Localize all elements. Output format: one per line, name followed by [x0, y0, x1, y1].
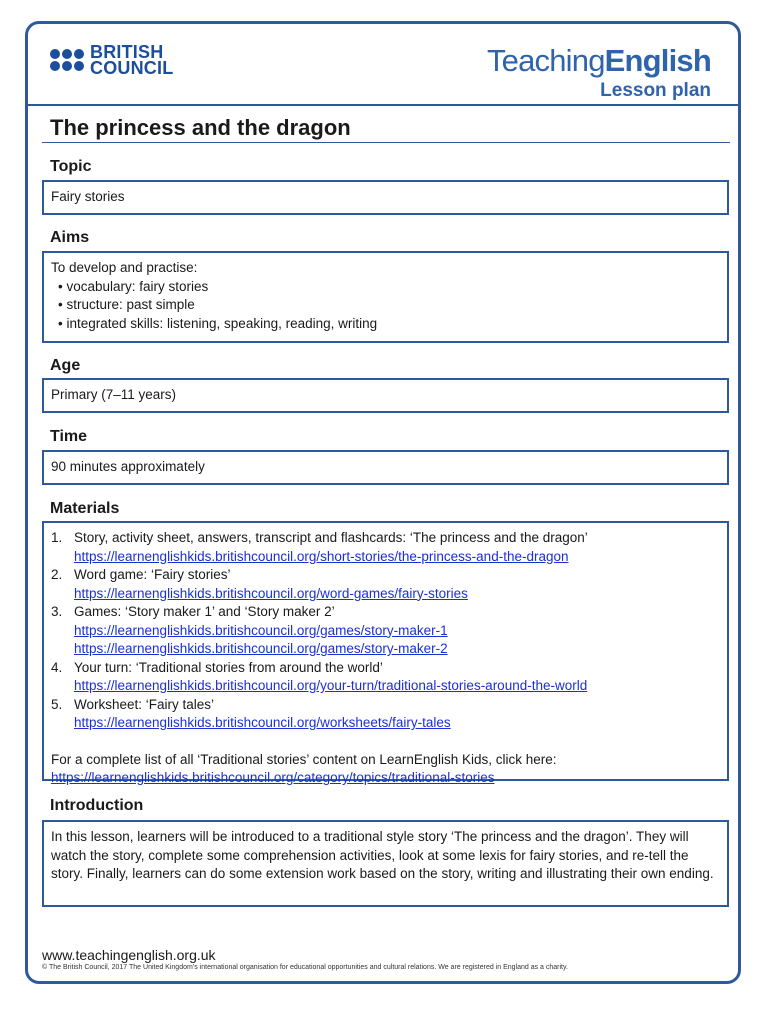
materials-list — [51, 529, 720, 733]
time-box — [42, 450, 729, 485]
age-text: Primary (7–11 years) — [51, 387, 177, 402]
brand-light: Teaching — [486, 43, 605, 78]
title-divider — [42, 142, 730, 143]
item-text: Games: ‘Story maker 1’ and ‘Story maker 2’ — [74, 604, 335, 619]
header-divider — [27, 104, 741, 106]
footer-url: www.teachingenglish.org.uk — [42, 947, 216, 963]
introduction-box — [42, 820, 729, 907]
item-number: 4. — [51, 659, 63, 675]
aims-heading: Aims — [50, 229, 90, 246]
item-text: Your turn: ‘Traditional stories from around the world’ — [74, 659, 383, 675]
aims-item: • integrated skills: listening, speaking, reading, writing — [58, 315, 378, 331]
material-link[interactable]: https://learnenglishkids.britishcouncil.org/games/story-maker-1 — [74, 622, 448, 638]
item-number: 2. — [51, 567, 63, 582]
material-link[interactable]: https://learnenglishkids.britishcouncil.org/your-turn/traditional-stories-around-the-world — [74, 678, 588, 693]
lesson-plan-label: Lesson plan — [600, 80, 711, 101]
logo-line-2: COUNCIL — [90, 58, 174, 78]
materials-footer-text: For a complete list of all ‘Traditional stories’ content on LearnEnglish Kids, click here: — [51, 751, 557, 767]
age-box — [42, 378, 729, 413]
aims-item: • structure: past simple — [58, 297, 195, 312]
brand-bold: English — [604, 43, 711, 78]
aims-intro: To develop and practise: — [51, 260, 198, 275]
materials-heading: Materials — [50, 500, 120, 517]
page-title: The princess and the dragon — [50, 115, 351, 140]
british-council-logo — [50, 44, 173, 76]
material-link[interactable]: https://learnenglishkids.britishcouncil.org/short-stories/the-princess-and-the-dragon — [74, 548, 569, 564]
materials-item — [51, 529, 720, 566]
introduction-text: In this lesson, learners will be introduced to a traditional style story ‘The princess and the dragon’. They will watch the story, complete some comprehension activities, look at some lexis for fairy stories, and re-tell the story. Finally, learners can do some extension work based on the story, writing and illustrating their own ending. — [51, 829, 714, 881]
material-link[interactable]: https://learnenglishkids.britishcouncil.org/games/story-maker-2 — [74, 641, 448, 656]
topic-text: Fairy stories — [51, 189, 125, 204]
item-text: Worksheet: ‘Fairy tales’ — [74, 696, 215, 712]
teaching-english-brand — [487, 44, 711, 102]
aims-box — [42, 251, 729, 343]
materials-item — [51, 566, 720, 603]
topic-box — [42, 180, 729, 215]
age-heading: Age — [50, 357, 81, 374]
material-link[interactable]: https://learnenglishkids.britishcouncil.org/worksheets/fairy-tales — [74, 715, 451, 730]
materials-item — [51, 659, 720, 696]
time-text: 90 minutes approximately — [51, 459, 205, 474]
topic-heading: Topic — [50, 158, 92, 175]
materials-box — [42, 521, 729, 785]
material-link[interactable]: https://learnenglishkids.britishcouncil.org/word-games/fairy-stories — [74, 585, 468, 601]
aims-item: • vocabulary: fairy stories — [58, 278, 209, 294]
time-heading: Time — [50, 428, 88, 445]
item-number: 1. — [51, 530, 63, 545]
item-text: Story, activity sheet, answers, transcript and flashcards: ‘The princess and the dragon’ — [74, 530, 588, 545]
footer-copyright: © The British Council, 2017 The United Kingdom’s international organisation for educational opportunities and cultural relations. We are registered in England as a charity. — [42, 964, 568, 971]
item-number: 3. — [51, 604, 63, 619]
materials-item — [51, 696, 720, 733]
aims-list — [51, 278, 720, 334]
logo-dots-icon — [50, 49, 84, 71]
item-number: 5. — [51, 696, 63, 712]
materials-item — [51, 603, 720, 659]
logo-line-1: BRITISH — [90, 42, 164, 62]
introduction-heading: Introduction — [50, 797, 144, 814]
item-text: Word game: ‘Fairy stories’ — [74, 567, 231, 582]
materials-footer-link[interactable]: https://learnenglishkids.britishcouncil.org/category/topics/traditional-stories — [51, 770, 495, 785]
